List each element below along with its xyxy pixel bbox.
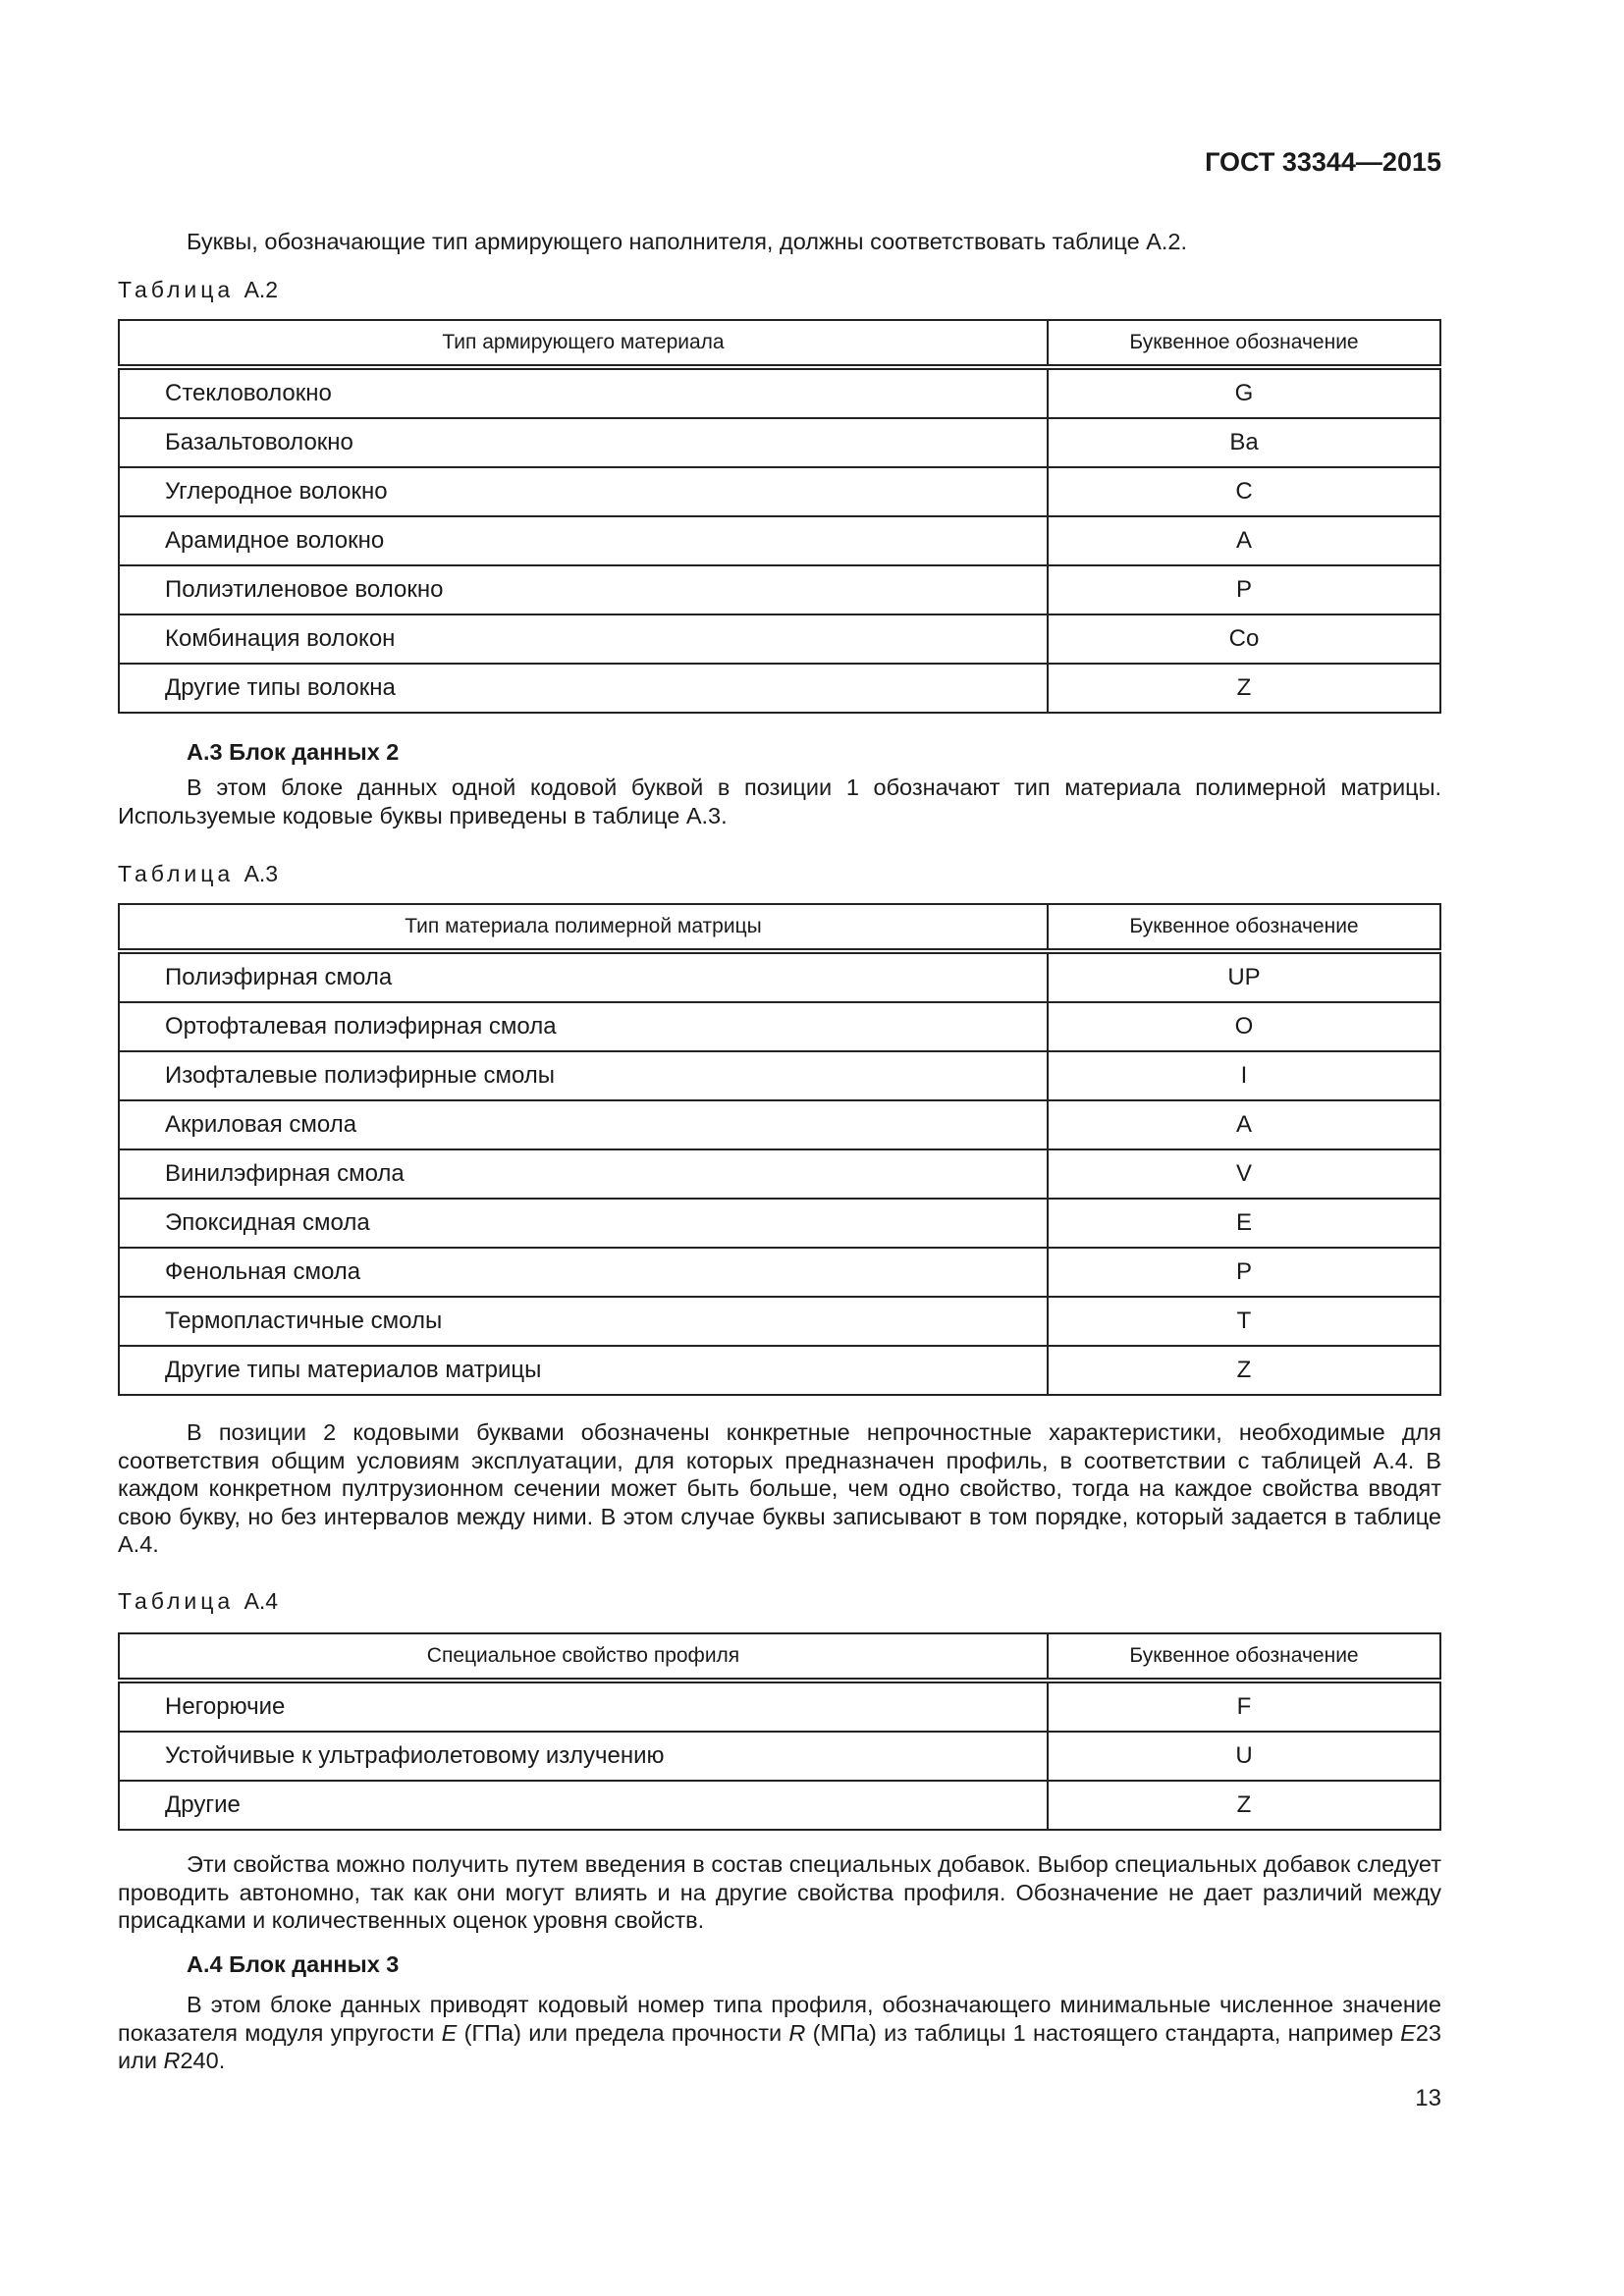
caption-number: А.3 (244, 861, 279, 886)
table-row (119, 418, 1440, 467)
code-cell: G (1048, 367, 1440, 418)
table-row (119, 565, 1440, 614)
material-cell: Устойчивые к ультрафиолетовому излучению (119, 1732, 1048, 1781)
table-row (119, 467, 1440, 516)
table-row (119, 516, 1440, 565)
example-r-number: 240 (180, 2048, 219, 2074)
material-cell: Другие типы волокна (119, 664, 1048, 713)
material-cell: Акриловая смола (119, 1100, 1048, 1149)
table-header-row (119, 904, 1440, 951)
section-a3-paragraph (118, 774, 1441, 829)
material-cell: Термопластичные смолы (119, 1297, 1048, 1346)
page-number: 13 (1415, 2085, 1441, 2111)
table-row (119, 1297, 1440, 1346)
code-cell: I (1048, 1051, 1440, 1100)
table-row (119, 664, 1440, 713)
column-header: Тип материала полимерной матрицы (119, 904, 1048, 951)
code-cell: O (1048, 1002, 1440, 1051)
text: (МПа) из таблицы 1 настоящего стандарта, например (805, 2019, 1401, 2046)
additives-paragraph (118, 1850, 1441, 1935)
table-a4-caption (118, 1588, 278, 1615)
symbol-e: E (441, 2019, 458, 2046)
column-header: Буквенное обозначение (1048, 1633, 1440, 1681)
code-cell: Z (1048, 1781, 1440, 1830)
text: В этом блоке данных приводят кодовый номер типа профиля, обозначающего минимальные численное значение показателя модуля упругости (118, 1992, 1441, 2046)
example-e-number: 23 (1415, 2019, 1441, 2046)
text: или (118, 2048, 164, 2074)
table-row (119, 1100, 1440, 1149)
column-header: Тип армирующего материала (119, 320, 1048, 367)
example-r-symbol: R (163, 2048, 181, 2074)
material-cell: Изофталевые полиэфирные смолы (119, 1051, 1048, 1100)
table-header-row (119, 1633, 1440, 1681)
table-row (119, 367, 1440, 418)
caption-number: А.4 (244, 1588, 279, 1614)
table-a4 (118, 1632, 1441, 1831)
code-cell: Z (1048, 1346, 1440, 1395)
material-cell: Другие типы материалов матрицы (119, 1346, 1048, 1395)
code-cell: U (1048, 1732, 1440, 1781)
code-cell: A (1048, 1100, 1440, 1149)
table-row (119, 1346, 1440, 1395)
code-cell: P (1048, 1248, 1440, 1297)
table-a3 (118, 903, 1441, 1396)
table-row (119, 1051, 1440, 1100)
table-header-row (119, 320, 1440, 367)
section-a4-title: А.4 Блок данных 3 (187, 1951, 400, 1977)
table-a2 (118, 319, 1441, 714)
column-header: Специальное свойство профиля (119, 1633, 1048, 1681)
caption-number: А.2 (244, 277, 279, 302)
intro-text: Буквы, обозначающие тип армирующего наполнителя, должны соответствовать таблице А.2. (187, 229, 1188, 254)
table-a3-caption (118, 861, 278, 887)
intro-paragraph (118, 228, 1441, 256)
material-cell: Другие (119, 1781, 1048, 1830)
column-header: Буквенное обозначение (1048, 904, 1440, 951)
caption-word: Таблица (118, 861, 235, 886)
material-cell: Ортофталевая полиэфирная смола (119, 1002, 1048, 1051)
material-cell: Стекловолокно (119, 367, 1048, 418)
code-cell: F (1048, 1681, 1440, 1732)
code-cell: UP (1048, 951, 1440, 1002)
table-row (119, 951, 1440, 1002)
code-cell: E (1048, 1199, 1440, 1248)
section-a3-title: А.3 Блок данных 2 (187, 739, 400, 765)
material-cell: Негорючие (119, 1681, 1048, 1732)
material-cell: Комбинация волокон (119, 614, 1048, 664)
material-cell: Углеродное волокно (119, 467, 1048, 516)
code-cell: Co (1048, 614, 1440, 664)
section-a4-paragraph (118, 1991, 1441, 2075)
symbol-r: R (788, 2019, 806, 2046)
material-cell: Полиэтиленовое волокно (119, 565, 1048, 614)
code-cell: V (1048, 1149, 1440, 1199)
code-cell: P (1048, 565, 1440, 614)
example-e-symbol: E (1400, 2019, 1416, 2046)
position2-paragraph (118, 1418, 1441, 1559)
code-cell: A (1048, 516, 1440, 565)
document-header: ГОСТ 33344—2015 (1205, 147, 1441, 177)
table-row (119, 1248, 1440, 1297)
table-row (119, 1681, 1440, 1732)
material-cell: Арамидное волокно (119, 516, 1048, 565)
position2-text: В позиции 2 кодовыми буквами обозначены конкретные непрочностные характеристики, необходимые для соответствия общим условиям эксплуатации, для которых предназначен профиль, в соответствии с таблицей А.4. В каждом конкретном пултрузионном сечении может быть больше, чем одно свойство, тогда на каждое свойства вводят свою букву, но без интервалов между ними. В этом случае буквы записывают в том порядке, который задается в таблице А.4. (118, 1419, 1441, 1558)
material-cell: Винилэфирная смола (119, 1149, 1048, 1199)
table-row (119, 1149, 1440, 1199)
caption-word: Таблица (118, 277, 235, 302)
table-a2-caption (118, 277, 278, 303)
table-row (119, 614, 1440, 664)
table-row (119, 1002, 1440, 1051)
material-cell: Базальтоволокно (119, 418, 1048, 467)
code-cell: Ba (1048, 418, 1440, 467)
material-cell: Фенольная смола (119, 1248, 1048, 1297)
code-cell: T (1048, 1297, 1440, 1346)
code-cell: C (1048, 467, 1440, 516)
material-cell: Эпоксидная смола (119, 1199, 1048, 1248)
material-cell: Полиэфирная смола (119, 951, 1048, 1002)
text: . (218, 2048, 226, 2074)
caption-word: Таблица (118, 1588, 235, 1614)
table-row (119, 1732, 1440, 1781)
column-header: Буквенное обозначение (1048, 320, 1440, 367)
code-cell: Z (1048, 664, 1440, 713)
additives-text: Эти свойства можно получить путем введения в состав специальных добавок. Выбор специальных добавок следует проводить автономно, так как они могут влиять и на другие свойства профиля. Обозначение не дает различий между присадками и количественных оценок уровня свойств. (118, 1851, 1441, 1934)
table-row (119, 1781, 1440, 1830)
section-a3-text: В этом блоке данных одной кодовой буквой в позиции 1 обозначают тип материала полимерной матрицы. Используемые кодовые буквы приведены в таблице А.3. (118, 774, 1441, 828)
text: (ГПа) или предела прочности (457, 2019, 789, 2046)
table-row (119, 1199, 1440, 1248)
